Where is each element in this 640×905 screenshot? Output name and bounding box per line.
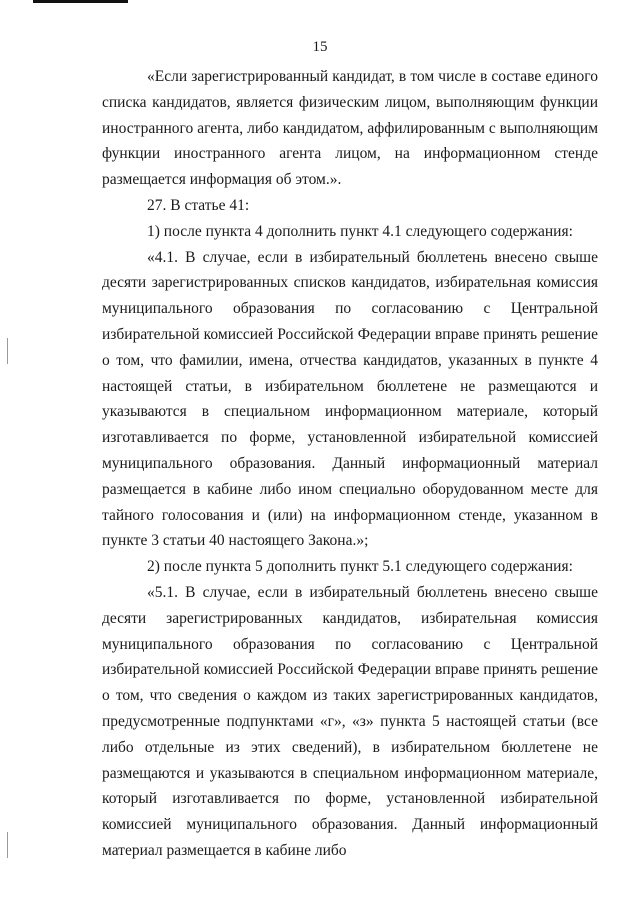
margin-mark (7, 832, 8, 858)
paragraph-foreign-agent-info: «Если зарегистрированный кандидат, в том числе в составе единого списка кандидатов, является физическим лицом, выполняющим функции иностранного агента, либо кандидатом, аффилированным с выполняющим функции иностранного агента лицом, на информационном стенде размещается информация об этом.». (102, 68, 598, 189)
page-number: 15 (312, 39, 328, 55)
paragraph-add-clause-4-1: 1) после пункта 4 дополнить пункт 4.1 следующего содержания: (147, 222, 573, 240)
document-body (102, 64, 598, 864)
paragraph-clause-5-1-text: «5.1. В случае, если в избирательный бюллетень внесено свыше десяти зарегистрированных кандидатов, избирательная комиссия муниципального образования по согласованию с Центральной избирательной комиссией Российской Федерации вправе принять решение о том, что сведения о каждом из таких зарегистрированных кандидатов, предусмотренные подпунктами «г», «з» пункта 5 настоящей статьи (все либо отдельные из этих сведений), в избирательном бюллетене не размещаются и указываются в специальном информационном материале, который изготавливается по форме, установленной избирательной комиссией муниципального образования. Данный информационный материал размещается в кабине либо (102, 583, 598, 859)
margin-mark (7, 338, 8, 364)
top-rule (33, 0, 128, 3)
paragraph-add-clause-5-1: 2) после пункта 5 дополнить пункт 5.1 следующего содержания: (147, 558, 573, 576)
paragraph-clause-4-1-text: «4.1. В случае, если в избирательный бюллетень внесено свыше десяти зарегистрированных списков кандидатов, избирательная комиссия муниципального образования по согласованию с Центральной избирательной комиссией Российской Федерации вправе принять решение о том, что фамилии, имена, отчества кандидатов, указанных в пункте 4 настоящей статьи, в избирательном бюллетене не размещаются и указываются в специальном информационном материале, который изготавливается по форме, установленной избирательной комиссией муниципального образования. Данный информационный материал размещается в кабине либо ином специально оборудованном месте для тайного голосования и (или) на информационном стенде, указанном в пункте 3 статьи 40 настоящего Закона.»; (102, 248, 598, 550)
paragraph-article-41: 27. В статье 41: (147, 196, 250, 214)
